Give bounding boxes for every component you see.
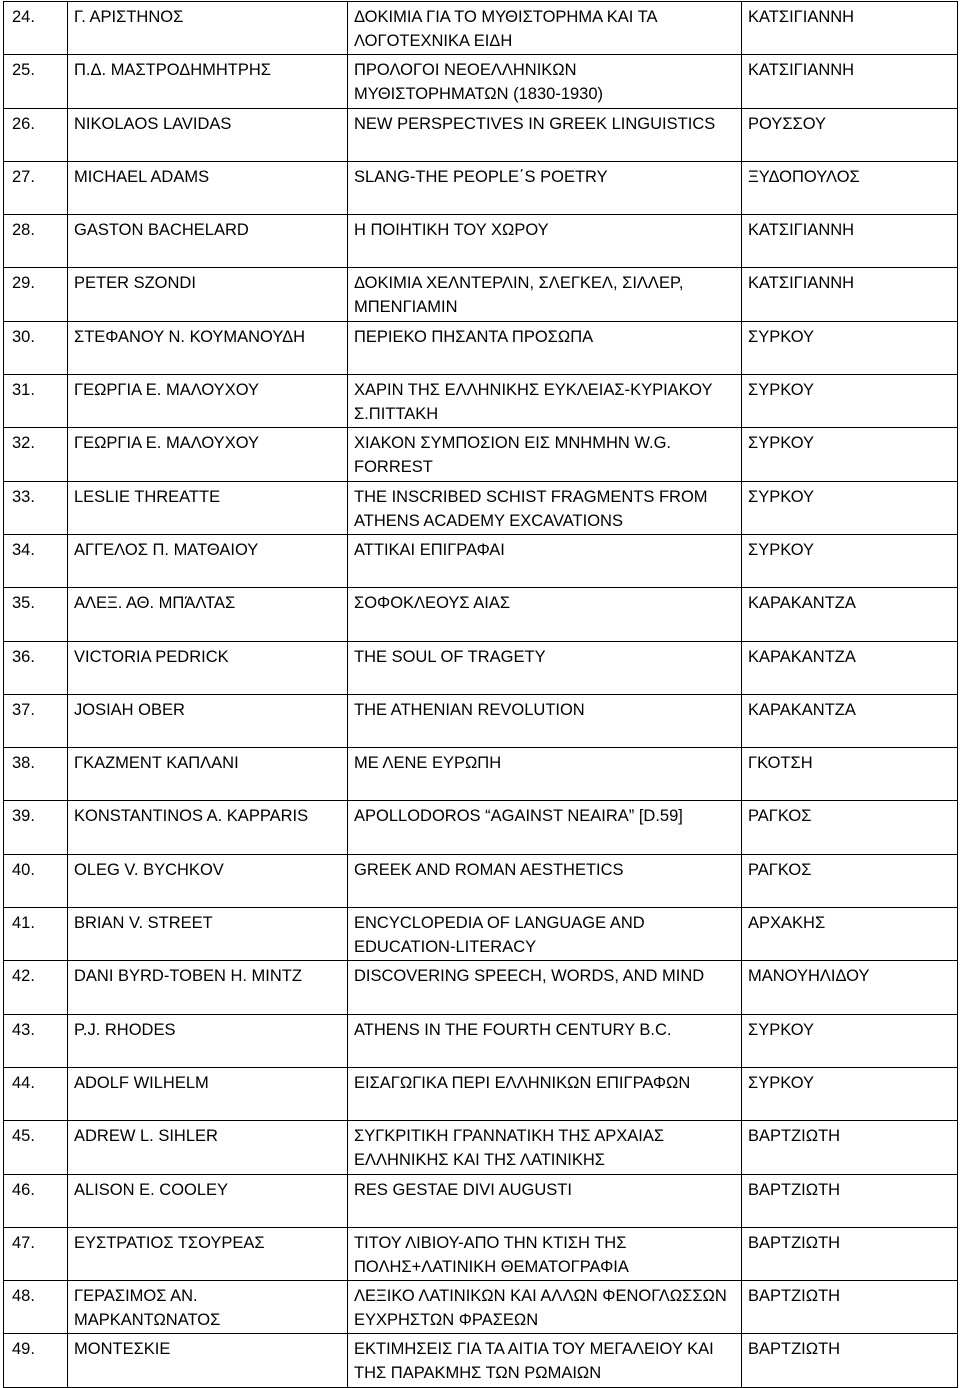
table-row: [4, 801, 958, 854]
table-row: [4, 534, 958, 587]
library-cell: ΑΡΧΑΚΗΣ: [742, 908, 958, 961]
library-cell: ΒΑΡΤΖΙΩΤΗ: [742, 1121, 958, 1174]
row-number: 37.: [4, 694, 68, 747]
library-cell: ΜΑΝΟΥΗΛΙΔΟΥ: [742, 961, 958, 1014]
title-cell: SLANG-THE PEOPLE΄S POETRY: [348, 161, 742, 214]
row-number: 40.: [4, 854, 68, 907]
title-cell: ΠΡΟΛΟΓΟΙ ΝΕΟΕΛΛΗΝΙΚΩΝ ΜΥΘΙΣΤΟΡΗΜΑΤΩΝ (1830-1930): [348, 55, 742, 108]
row-number: 48.: [4, 1281, 68, 1334]
table-row: [4, 321, 958, 374]
row-number: 28.: [4, 215, 68, 268]
row-number: 38.: [4, 748, 68, 801]
library-cell: ΡΟΥΣΣΟΥ: [742, 108, 958, 161]
library-cell: ΣΥΡΚΟΥ: [742, 1014, 958, 1067]
title-cell: ΕΚΤΙΜΗΣΕΙΣ ΓΙΑ ΤΑ ΑΙΤΙΑ ΤΟΥ ΜΕΓΑΛΕΙΟΥ ΚΑΙ ΤΗΣ ΠΑΡΑΚΜΗΣ ΤΩΝ ΡΩΜΑΙΩΝ: [348, 1334, 742, 1387]
title-cell: ΠΕΡΙΕΚΟ ΠΗΣΑΝΤΑ ΠΡΟΣΩΠΑ: [348, 321, 742, 374]
title-cell: THE ATHENIAN REVOLUTION: [348, 694, 742, 747]
library-cell: ΣΥΡΚΟΥ: [742, 321, 958, 374]
table-row: [4, 961, 958, 1014]
table-row: [4, 268, 958, 321]
library-cell: ΣΥΡΚΟΥ: [742, 428, 958, 481]
title-cell: ΣΟΦΟΚΛΕΟΥΣ ΑΙΑΣ: [348, 588, 742, 641]
table-row: [4, 641, 958, 694]
author-cell: ΕΥΣΤΡΑΤΙΟΣ ΤΣΟΥΡΕΑΣ: [68, 1227, 348, 1280]
table-row: [4, 428, 958, 481]
library-cell: ΒΑΡΤΖΙΩΤΗ: [742, 1227, 958, 1280]
author-cell: BRIAN V. STREET: [68, 908, 348, 961]
author-cell: Γ. ΑΡΙΣΤΗΝΟΣ: [68, 2, 348, 55]
author-cell: ΑΛΕΞ. ΑΘ. ΜΠΆΛΤΑΣ: [68, 588, 348, 641]
author-cell: DANI BYRD-TOBEN H. MINTZ: [68, 961, 348, 1014]
title-cell: THE INSCRIBED SCHIST FRAGMENTS FROM ATHENS ACADEMY EXCAVATIONS: [348, 481, 742, 534]
row-number: 34.: [4, 534, 68, 587]
table-row: [4, 748, 958, 801]
book-list-table: [3, 1, 958, 1388]
table-row: [4, 1281, 958, 1334]
title-cell: THE SOUL OF TRAGETY: [348, 641, 742, 694]
row-number: 31.: [4, 375, 68, 428]
author-cell: P.J. RHODES: [68, 1014, 348, 1067]
title-cell: GREEK AND ROMAN AESTHETICS: [348, 854, 742, 907]
row-number: 43.: [4, 1014, 68, 1067]
table-row: [4, 1334, 958, 1387]
row-number: 41.: [4, 908, 68, 961]
title-cell: ΜΕ ΛΕΝΕ ΕΥΡΩΠΗ: [348, 748, 742, 801]
author-cell: LESLIE THREATTE: [68, 481, 348, 534]
table-row: [4, 55, 958, 108]
table-row: [4, 908, 958, 961]
library-cell: ΚΑΤΣΙΓΙΑΝΝΗ: [742, 55, 958, 108]
author-cell: ΓΕΩΡΓΙΑ Ε. ΜΑΛΟΥΧΟΥ: [68, 428, 348, 481]
title-cell: ΑΤΤΙΚΑΙ ΕΠΙΓΡΑΦΑΙ: [348, 534, 742, 587]
title-cell: ΧΑΡΙΝ ΤΗΣ ΕΛΛΗΝΙΚΗΣ ΕΥΚΛΕΙΑΣ-ΚΥΡΙΑΚΟΥ Σ.ΠΙΤΤΑΚΗ: [348, 375, 742, 428]
author-cell: ADOLF WILHELM: [68, 1067, 348, 1120]
library-cell: ΣΥΡΚΟΥ: [742, 375, 958, 428]
title-cell: ENCYCLOPEDIA OF LANGUAGE AND EDUCATION-LITERACY: [348, 908, 742, 961]
row-number: 36.: [4, 641, 68, 694]
table-row: [4, 1014, 958, 1067]
table-row: [4, 215, 958, 268]
row-number: 30.: [4, 321, 68, 374]
table-row: [4, 694, 958, 747]
library-cell: ΚΑΤΣΙΓΙΑΝΝΗ: [742, 268, 958, 321]
author-cell: ΓΕΩΡΓΙΑ Ε. ΜΑΛΟΥΧΟΥ: [68, 375, 348, 428]
table-row: [4, 588, 958, 641]
book-list-body: [4, 2, 958, 1388]
author-cell: JOSIAH OBER: [68, 694, 348, 747]
title-cell: APOLLODOROS “AGAINST NEAIRA” [D.59]: [348, 801, 742, 854]
library-cell: ΡΑΓΚΟΣ: [742, 854, 958, 907]
title-cell: ΔΟΚΙΜΙΑ ΧΕΛΝΤΕΡΛΙΝ, ΣΛΕΓΚΕΛ, ΣΙΛΛΕΡ, ΜΠΕΝΓΙΑΜΙΝ: [348, 268, 742, 321]
table-row: [4, 1121, 958, 1174]
library-cell: ΞΥΔΟΠΟΥΛΟΣ: [742, 161, 958, 214]
author-cell: ADREW L. SIHLER: [68, 1121, 348, 1174]
author-cell: ΜΟΝΤΕΣΚΙΕ: [68, 1334, 348, 1387]
title-cell: Η ΠΟΙΗΤΙΚΗ ΤΟΥ ΧΩΡΟΥ: [348, 215, 742, 268]
row-number: 24.: [4, 2, 68, 55]
author-cell: GASTON BACHELARD: [68, 215, 348, 268]
title-cell: RES GESTAE DIVI AUGUSTI: [348, 1174, 742, 1227]
table-row: [4, 108, 958, 161]
library-cell: ΚΑΤΣΙΓΙΑΝΝΗ: [742, 215, 958, 268]
row-number: 42.: [4, 961, 68, 1014]
table-row: [4, 1227, 958, 1280]
table-row: [4, 1174, 958, 1227]
row-number: 35.: [4, 588, 68, 641]
author-cell: Π.Δ. ΜΑΣΤΡΟΔΗΜΗΤΡΗΣ: [68, 55, 348, 108]
library-cell: ΒΑΡΤΖΙΩΤΗ: [742, 1174, 958, 1227]
author-cell: VICTORIA PEDRICK: [68, 641, 348, 694]
author-cell: NIKOLAOS LAVIDAS: [68, 108, 348, 161]
library-cell: ΣΥΡΚΟΥ: [742, 1067, 958, 1120]
row-number: 46.: [4, 1174, 68, 1227]
row-number: 39.: [4, 801, 68, 854]
title-cell: ΧΙΑΚΟΝ ΣΥΜΠΟΣΙΟΝ ΕΙΣ ΜΝΗΜΗΝ W.G. FORREST: [348, 428, 742, 481]
author-cell: ΑΓΓΕΛΟΣ Π. ΜΑΤΘΑΙΟΥ: [68, 534, 348, 587]
author-cell: KONSTANTINOS A. KAPPARIS: [68, 801, 348, 854]
library-cell: ΚΑΤΣΙΓΙΑΝΝΗ: [742, 2, 958, 55]
library-cell: ΡΑΓΚΟΣ: [742, 801, 958, 854]
row-number: 27.: [4, 161, 68, 214]
row-number: 33.: [4, 481, 68, 534]
library-cell: ΓΚΟΤΣΗ: [742, 748, 958, 801]
title-cell: ΛΕΞΙΚΟ ΛΑΤΙΝΙΚΩΝ ΚΑΙ ΑΛΛΩΝ ΦΕΝΟΓΛΩΣΣΩΝ ΕΥΧΡΗΣΤΩΝ ΦΡΑΣΕΩΝ: [348, 1281, 742, 1334]
table-row: [4, 161, 958, 214]
row-number: 44.: [4, 1067, 68, 1120]
library-cell: ΒΑΡΤΖΙΩΤΗ: [742, 1334, 958, 1387]
table-row: [4, 481, 958, 534]
author-cell: ΓΚΑΖΜΕΝΤ ΚΑΠΛΑΝΙ: [68, 748, 348, 801]
title-cell: ΣΥΓΚΡΙΤΙΚΗ ΓΡΑΝΝΑΤΙΚΗ ΤΗΣ ΑΡΧΑΙΑΣ ΕΛΛΗΝΙΚΗΣ ΚΑΙ ΤΗΣ ΛΑΤΙΝΙΚΗΣ: [348, 1121, 742, 1174]
library-cell: ΣΥΡΚΟΥ: [742, 534, 958, 587]
row-number: 32.: [4, 428, 68, 481]
library-cell: ΣΥΡΚΟΥ: [742, 481, 958, 534]
row-number: 45.: [4, 1121, 68, 1174]
library-cell: ΚΑΡΑΚΑΝΤΖΑ: [742, 641, 958, 694]
title-cell: ΤΙΤΟΥ ΛΙΒΙΟΥ-ΑΠΟ ΤΗΝ ΚΤΙΣΗ ΤΗΣ ΠΟΛΗΣ+ΛΑΤΙΝΙΚΗ ΘΕΜΑΤΟΓΡΑΦΙΑ: [348, 1227, 742, 1280]
table-row: [4, 2, 958, 55]
row-number: 49.: [4, 1334, 68, 1387]
title-cell: ΔΟΚΙΜΙΑ ΓΙΑ ΤΟ ΜΥΘΙΣΤΟΡΗΜΑ ΚΑΙ ΤΑ ΛΟΓΟΤΕΧΝΙΚΑ ΕΙΔΗ: [348, 2, 742, 55]
title-cell: NEW PERSPECTIVES IN GREEK LINGUISTICS: [348, 108, 742, 161]
table-row: [4, 375, 958, 428]
library-cell: ΚΑΡΑΚΑΝΤΖΑ: [742, 588, 958, 641]
author-cell: ΓΕΡΑΣΙΜΟΣ ΑΝ. ΜΑΡΚΑΝΤΩΝΑΤΟΣ: [68, 1281, 348, 1334]
title-cell: DISCOVERING SPEECH, WORDS, AND MIND: [348, 961, 742, 1014]
row-number: 47.: [4, 1227, 68, 1280]
table-row: [4, 1067, 958, 1120]
author-cell: ALISON E. COOLEY: [68, 1174, 348, 1227]
title-cell: ΕΙΣΑΓΩΓΙΚΑ ΠΕΡΙ ΕΛΛΗΝΙΚΩΝ ΕΠΙΓΡΑΦΩΝ: [348, 1067, 742, 1120]
row-number: 29.: [4, 268, 68, 321]
table-row: [4, 854, 958, 907]
author-cell: ΣΤΕΦΑΝΟΥ Ν. ΚΟΥΜΑΝΟΥΔΗ: [68, 321, 348, 374]
author-cell: OLEG V. BYCHKOV: [68, 854, 348, 907]
library-cell: ΒΑΡΤΖΙΩΤΗ: [742, 1281, 958, 1334]
library-cell: ΚΑΡΑΚΑΝΤΖΑ: [742, 694, 958, 747]
row-number: 25.: [4, 55, 68, 108]
row-number: 26.: [4, 108, 68, 161]
author-cell: MICHAEL ADAMS: [68, 161, 348, 214]
author-cell: PETER SZONDI: [68, 268, 348, 321]
title-cell: ATHENS IN THE FOURTH CENTURY B.C.: [348, 1014, 742, 1067]
